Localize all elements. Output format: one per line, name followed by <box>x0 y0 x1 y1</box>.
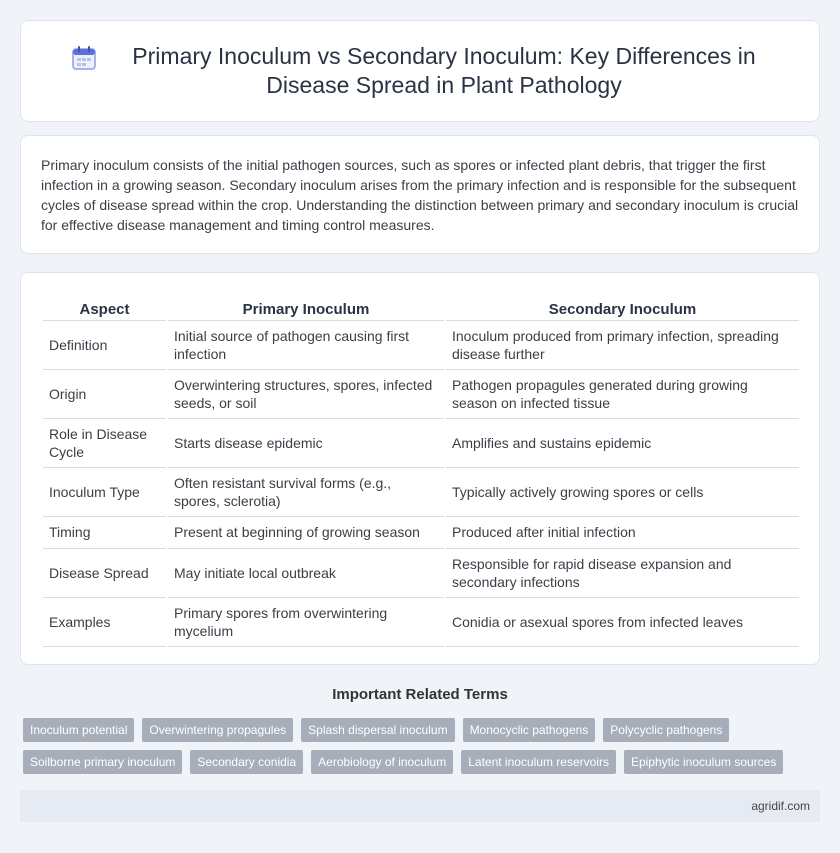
header-primary: Primary Inoculum <box>167 295 445 320</box>
table-cell: Examples <box>43 597 167 646</box>
intro-paragraph: Primary inoculum consists of the initial pathogen sources, such as spores or infected plant debris, that trigger the first infection in a growing season. Secondary inoculum arises from the primary infection and is responsible for the subsequent cycles of disease spread within the crop. Understanding the distinction between primary and secondary inoculum is crucial for effective disease management and timing control measures. <box>41 157 799 233</box>
footer-site-link[interactable]: agridif.com <box>751 799 810 813</box>
table-row <box>43 516 799 548</box>
related-terms-tags <box>23 718 823 782</box>
table-cell: Origin <box>43 369 167 418</box>
table-cell: May initiate local outbreak <box>167 548 445 597</box>
header-aspect: Aspect <box>43 295 167 320</box>
tag-link[interactable]: Monocyclic pathogens <box>463 718 596 742</box>
tag-link[interactable]: Secondary conidia <box>190 750 303 774</box>
tag-link[interactable]: Epiphytic inoculum sources <box>624 750 783 774</box>
table-cell: Role in Disease Cycle <box>43 418 167 467</box>
tag-link[interactable]: Overwintering propagules <box>142 718 293 742</box>
table-row <box>43 369 799 418</box>
table-cell: Often resistant survival forms (e.g., spores, sclerotia) <box>167 467 445 516</box>
header-secondary: Secondary Inoculum <box>445 295 799 320</box>
table-cell: Inoculum produced from primary infection, spreading disease further <box>445 320 799 369</box>
title-card <box>20 20 820 122</box>
tag-link[interactable]: Inoculum potential <box>23 718 134 742</box>
table-cell: Definition <box>43 320 167 369</box>
table-header-row <box>43 295 799 320</box>
tag-link[interactable]: Polycyclic pathogens <box>603 718 729 742</box>
page-title: Primary Inoculum vs Secondary Inoculum: Key Differences in Disease Spread in Plant Pathology <box>132 43 756 98</box>
table-cell: Produced after initial infection <box>445 516 799 548</box>
table-cell: Timing <box>43 516 167 548</box>
table-cell: Pathogen propagules generated during growing season on infected tissue <box>445 369 799 418</box>
table-row <box>43 418 799 467</box>
footer <box>20 790 820 822</box>
table-row <box>43 597 799 646</box>
table-cell: Typically actively growing spores or cells <box>445 467 799 516</box>
table-cell: Responsible for rapid disease expansion and secondary infections <box>445 548 799 597</box>
table-cell: Primary spores from overwintering mycelium <box>167 597 445 646</box>
table-cell: Amplifies and sustains epidemic <box>445 418 799 467</box>
table-row <box>43 467 799 516</box>
tag-row <box>23 750 823 774</box>
table-cell: Present at beginning of growing season <box>167 516 445 548</box>
comparison-table <box>43 295 799 647</box>
tag-link[interactable]: Aerobiology of inoculum <box>311 750 453 774</box>
comparison-card <box>20 272 820 665</box>
table-cell: Starts disease epidemic <box>167 418 445 467</box>
related-terms-heading: Important Related Terms <box>332 686 508 703</box>
calendar-icon <box>71 45 97 71</box>
tag-row <box>23 718 823 742</box>
table-row <box>43 548 799 597</box>
tag-link[interactable]: Latent inoculum reservoirs <box>461 750 616 774</box>
table-cell: Overwintering structures, spores, infected seeds, or soil <box>167 369 445 418</box>
table-cell: Disease Spread <box>43 548 167 597</box>
table-row <box>43 320 799 369</box>
table-cell: Conidia or asexual spores from infected leaves <box>445 597 799 646</box>
intro-card <box>20 135 820 254</box>
tag-link[interactable]: Splash dispersal inoculum <box>301 718 454 742</box>
tag-link[interactable]: Soilborne primary inoculum <box>23 750 182 774</box>
table-cell: Inoculum Type <box>43 467 167 516</box>
table-cell: Initial source of pathogen causing first infection <box>167 320 445 369</box>
